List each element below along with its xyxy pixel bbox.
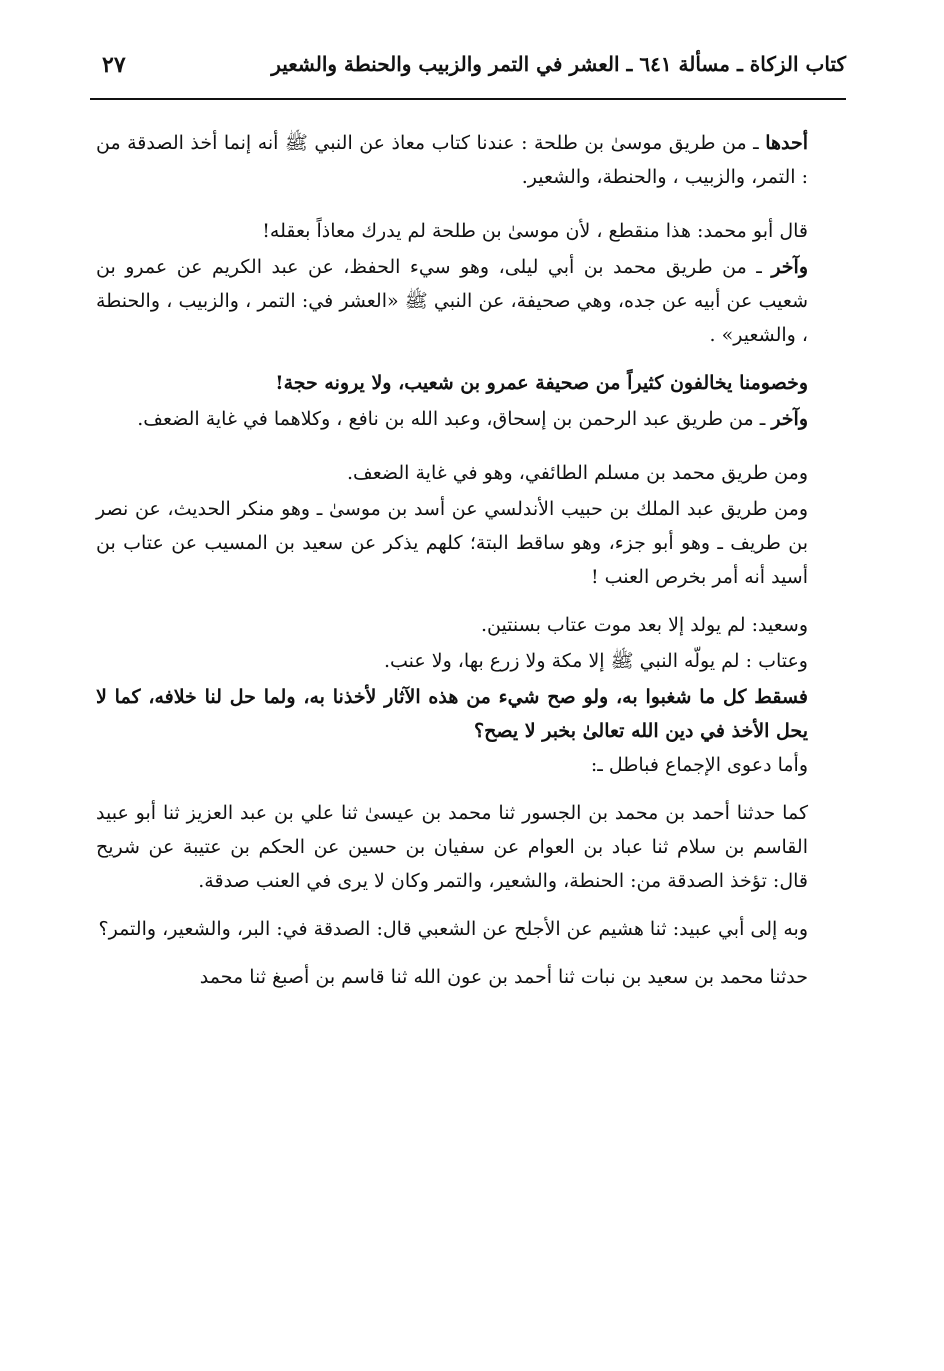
paragraph <box>96 250 846 352</box>
paragraph <box>96 608 846 642</box>
paragraph-text: ومن طريق محمد بن مسلم الطائفي، وهو في غاية الضعف. <box>347 462 808 484</box>
paragraph <box>96 680 846 748</box>
paragraph <box>96 456 846 490</box>
paragraph-text: كما حدثنا أحمد بن محمد بن الجسور ثنا محمد بن عيسىٰ ثنا علي بن عبد العزيز ثنا أبو عبيد القاسم بن سلام ثنا عباد بن العوام عن سفيان بن حسين عن الحكم بن عتيبة عن شريح قال: تؤخذ الصدقة من: الحنطة، والشعير، والتمر وكان لا يرى في العنب صدقة. <box>96 802 808 892</box>
paragraph-lead: وآخر <box>771 408 808 430</box>
paragraph-text: ومن طريق عبد الملك بن حبيب الأندلسي عن أسد بن موسىٰ ـ وهو منكر الحديث، عن نصر بن طريف ـ وهو أبو جزء، وهو ساقط البتة؛ كلهم يذكر عن سعيد بن المسيب عن عتاب بن أسيد أنه أمر بخرص العنب ! <box>96 498 808 588</box>
paragraph <box>96 402 846 436</box>
paragraph <box>96 796 846 898</box>
paragraph <box>96 126 846 194</box>
running-header <box>90 52 846 92</box>
paragraph <box>96 960 846 994</box>
paragraph-text: ـ من طريق موسىٰ بن طلحة : عندنا كتاب معاذ عن النبي ﷺ أنه إنما أخذ الصدقة من : التمر، والزبيب ، والحنطة، والشعير. <box>96 132 808 188</box>
paragraph <box>96 644 846 678</box>
paragraph-text: وسعيد: لم يولد إلا بعد موت عتاب بسنتين. <box>480 614 808 636</box>
paragraph-text: ـ من طريق عبد الرحمن بن إسحاق، وعبد الله بن نافع ، وكلاهما في غاية الضعف. <box>137 408 772 430</box>
page-number: ٢٧ <box>102 52 126 78</box>
paragraph-text: وبه إلى أبي عبيد: ثنا هشيم عن الأجلح عن الشعبي قال: الصدقة في: البر، والشعير، والتمر؟ <box>98 918 808 940</box>
paragraph <box>96 492 846 594</box>
paragraph <box>96 366 846 400</box>
paragraph-lead: وآخر <box>771 256 808 278</box>
paragraph <box>96 214 846 248</box>
paragraph-text: ـ من طريق محمد بن أبي ليلى، وهو سيء الحفظ، عن عبد الكريم عن عمرو بن شعيب عن أبيه عن جده، وهي صحيفة، عن النبي ﷺ «العشر في: التمر ، والزبيب ، والحنطة ، والشعير» . <box>96 256 808 346</box>
paragraph <box>96 748 846 782</box>
paragraph-lead: فسقط كل ما شغبوا به، ولو صح شيء من هذه الآثار لأخذنا به، ولما حل لنا خلافه، كما لا يحل الأخذ في دين الله تعالىٰ بخبر لا يصح؟ <box>96 686 808 742</box>
paragraph-text: وأما دعوى الإجماع فباطل ـ: <box>590 754 808 776</box>
body-text <box>96 126 846 994</box>
header-title: كتاب الزكاة ـ مسألة ٦٤١ ـ العشر في التمر والزبيب والحنطة والشعير <box>271 52 846 76</box>
paragraph-lead: أحدها <box>765 132 808 154</box>
paragraph-lead: وخصومنا يخالفون كثيراً من صحيفة عمرو بن شعيب، ولا يرونه حجة! <box>275 372 808 394</box>
header-divider <box>90 98 846 100</box>
paragraph <box>96 912 846 946</box>
paragraph-text: حدثنا محمد بن سعيد بن نبات ثنا أحمد بن عون الله ثنا قاسم بن أصبغ ثنا محمد <box>199 966 808 988</box>
paragraph-text: وعتاب : لم يولّه النبي ﷺ إلا مكة ولا زرع بها، ولا عنب. <box>383 650 808 672</box>
paragraph-text: قال أبو محمد: هذا منقطع ، لأن موسىٰ بن طلحة لم يدرك معاذاً بعقله! <box>262 220 808 242</box>
